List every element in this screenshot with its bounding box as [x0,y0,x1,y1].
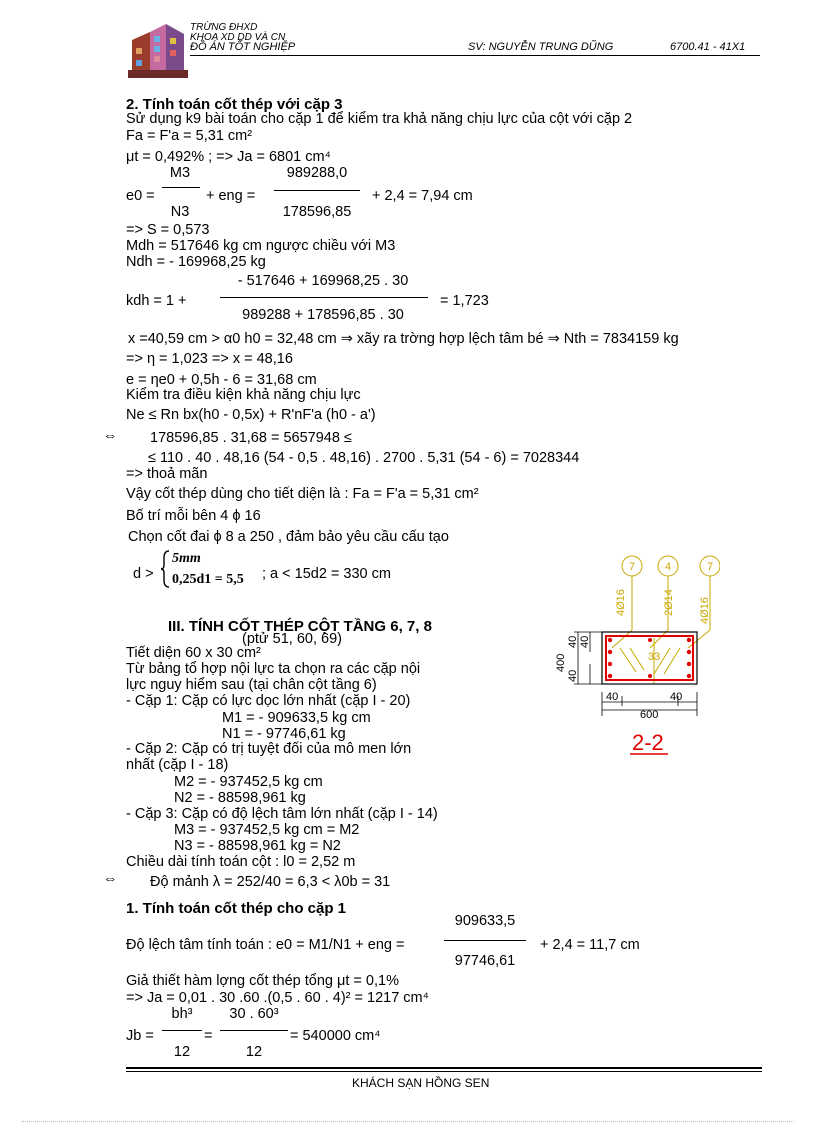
kdh-bar [220,297,428,298]
callout-label-left: 7 [629,561,636,573]
rebar-label-right: 4Ø16 [699,597,711,624]
jb-bar1 [162,1030,202,1031]
sec4-e-den: 97746,61 [454,953,516,969]
sec2-arrow: ⇔ [103,428,118,444]
dim-400: 400 [555,653,567,672]
section-label: 2-2 [632,730,664,755]
e0-den1: N3 [170,204,190,220]
header-rule [190,55,760,56]
sec2-line17: Vậy cốt thép dùng cho tiết diện là : Fa = F'a = 5,31 cm² [126,486,479,502]
jb-bar2 [220,1030,288,1031]
sec3-c3: - Cặp 3: Cặp có độ lệch tâm lớn nhất (cặp I - 14) [126,806,438,822]
sec3-c2b: nhất (cặp I - 18) [126,757,229,773]
brace-icon [160,550,170,593]
d-rhs: ; a < 15d2 = 330 cm [262,566,391,582]
sec3-c3m: M3 = - 937452,5 kg cm = M2 [174,822,360,838]
mark-33: 33 [648,651,661,663]
sec3-c2n: N2 = - 88598,961 kg [174,790,306,806]
sec3-line5: Độ mảnh λ = 252/40 = 6,3 < λ0b = 31 [150,874,391,890]
jb-eq: = [204,1028,213,1044]
sec3-arrow: ⇔ [103,871,118,887]
sec3-c2a: - Cặp 2: Cặp có trị tuyệt đối của mô men lớn [126,741,412,757]
header-logo [128,18,188,80]
callout-label-mid: 4 [665,561,672,573]
sec3-c2m: M2 = - 937452,5 kg cm [174,774,323,790]
e0-lhs: e0 = [126,188,155,204]
sec2-line11: e = ηe0 + 0,5h - 6 = 31,68 cm [126,372,317,388]
header-school-l2: KHOA XD DD VÀ CN [190,32,286,43]
sec2-line3: μt = 0,492% ; => Ja = 6801 cm⁴ [126,149,331,165]
d-lhs: d > [133,566,154,582]
sec2-line16: => thoả mãn [126,466,208,482]
dim-40-d: 40 [606,691,619,703]
sec4-e-num: 909633,5 [454,913,516,929]
d-top: 5mm [172,551,201,566]
sec2-line9: x =40,59 cm > α0 h0 = 32,48 cm ⇒ xãy ra trờng hợp lệch tâm bé ⇒ Nth = 7834159 kg [128,331,679,347]
sec3-c1: - Cặp 1: Cặp có lực dọc lớn nhất (cặp I - 20) [126,693,411,709]
jb-den2: 12 [245,1044,263,1060]
e0-rhs: + 2,4 = 7,94 cm [372,188,473,204]
footer-rule-2 [126,1071,762,1072]
rebar-label-mid: 2Ø14 [663,589,675,616]
header-student: SV: NGUYỄN TRUNG DŨNG [468,41,614,53]
e0-num2: 989288,0 [286,165,348,181]
sec4-line3: => Ja = 0,01 . 30 .60 .(0,5 . 60 . 4)² = 1217 cm⁴ [126,990,429,1006]
jb-den1: 12 [173,1044,191,1060]
header-class-code: 6700.41 - 41X1 [670,41,746,53]
e0-bar2 [274,190,360,191]
sec2-line18: Bố trí mỗi bên 4 ϕ 16 [126,508,261,524]
sec3-line1: Tiết diện 60 x 30 cm² [126,645,261,661]
sec3-line3: lực nguy hiểm sau (tại chân cột tầng 6) [126,677,377,693]
sec2-title: 2. Tính toán cốt thép với cặp 3 [126,96,343,113]
sec2-line6: Mdh = 517646 kg cm ngược chiều với M3 [126,238,396,254]
sec3-c1m: M1 = - 909633,5 kg cm [222,710,371,726]
sec4-line2: Giả thiết hàm lợng cốt thép tổng μt = 0,1% [126,973,399,989]
building-logo-icon [128,18,188,80]
dim-40-a: 40 [567,635,579,648]
sec3-line2: Từ bảng tổ hợp nội lực ta chọn ra các cặp nội [126,661,421,677]
d-bot: 0,25d1 = 5,5 [172,572,244,587]
jb-rhs: = 540000 cm⁴ [290,1028,381,1044]
rebar-label-left: 4Ø16 [615,589,627,616]
callout-label-right: 7 [707,561,714,573]
sec3-sub: (ptử 51, 60, 69) [242,631,342,647]
jb-num2: 30 . 60³ [229,1006,279,1022]
jb-lhs: Jb = [126,1028,154,1044]
section-figure [550,552,720,772]
e0-num1: M3 [169,165,191,181]
sec4-e-bar [444,940,526,941]
sec2-line10: => η = 1,023 => x = 48,16 [126,351,293,367]
sec2-line2: Fa = F'a = 5,31 cm² [126,128,253,144]
dim-40-c: 40 [567,669,579,682]
sec4-e-lhs: Độ lệch tâm tính toán : e0 = M1/N1 + eng = [126,937,405,953]
footer-text: KHÁCH SẠN HỒNG SEN [352,1076,490,1090]
header-school-l1: TRỪNG ĐHXD [190,22,258,33]
footer-rule-1 [126,1067,762,1069]
sec2-line5: => S = 0,573 [126,222,210,238]
kdh-rhs: = 1,723 [440,293,489,309]
sec2-line1: Sử dụng k9 bài toán cho cặp 1 để kiểm tra khả năng chịu lực của cột với cặp 2 [126,111,633,127]
dim-40-e: 40 [670,691,683,703]
page-edge [22,1121,794,1122]
sec2-line15: ≤ 110 . 40 . 48,16 (54 - 0,5 . 48,16) . 2700 . 5,31 (54 - 6) = 7028344 [148,450,580,466]
sec2-line12: Kiểm tra điều kiện khả năng chịu lực [126,387,361,403]
sec2-line7: Ndh = - 169968,25 kg [126,254,266,270]
jb-num1: bh³ [171,1006,193,1022]
dim-40-b: 40 [579,635,591,648]
dim-600: 600 [640,709,659,721]
sec4-title: 1. Tính toán cốt thép cho cặp 1 [126,900,347,917]
section-2-2-drawing [550,552,720,772]
kdh-den: 989288 + 178596,85 . 30 [242,307,404,323]
kdh-lhs: kdh = 1 + [126,293,187,309]
kdh-num: - 517646 + 169968,25 . 30 [237,273,409,289]
sec3-c1n: N1 = - 97746,61 kg [222,726,346,742]
header-school-l3: ĐỒ ÁN TỐT NGHIỆP [190,41,296,53]
e0-mid: + eng = [206,188,256,204]
sec2-line19: Chọn cốt đai ϕ 8 a 250 , đảm bảo yêu cầu cấu tạo [128,529,449,545]
sec2-line13: Ne ≤ Rn bx(h0 - 0,5x) + R'nF'a (h0 - a') [126,407,376,423]
sec3-line4: Chiều dài tính toán cột : l0 = 2,52 m [126,854,356,870]
e0-den2: 178596,85 [282,204,352,220]
sec4-e-rhs: + 2,4 = 11,7 cm [540,937,640,953]
sec3-c3n: N3 = - 88598,961 kg = N2 [174,838,341,854]
sec3-title: III. TÍNH CỐT THÉP CỘT TẦNG 6, 7, 8 [168,618,432,635]
sec2-line14: 178596,85 . 31,68 = 5657948 ≤ [150,430,352,446]
e0-bar1 [162,187,200,188]
